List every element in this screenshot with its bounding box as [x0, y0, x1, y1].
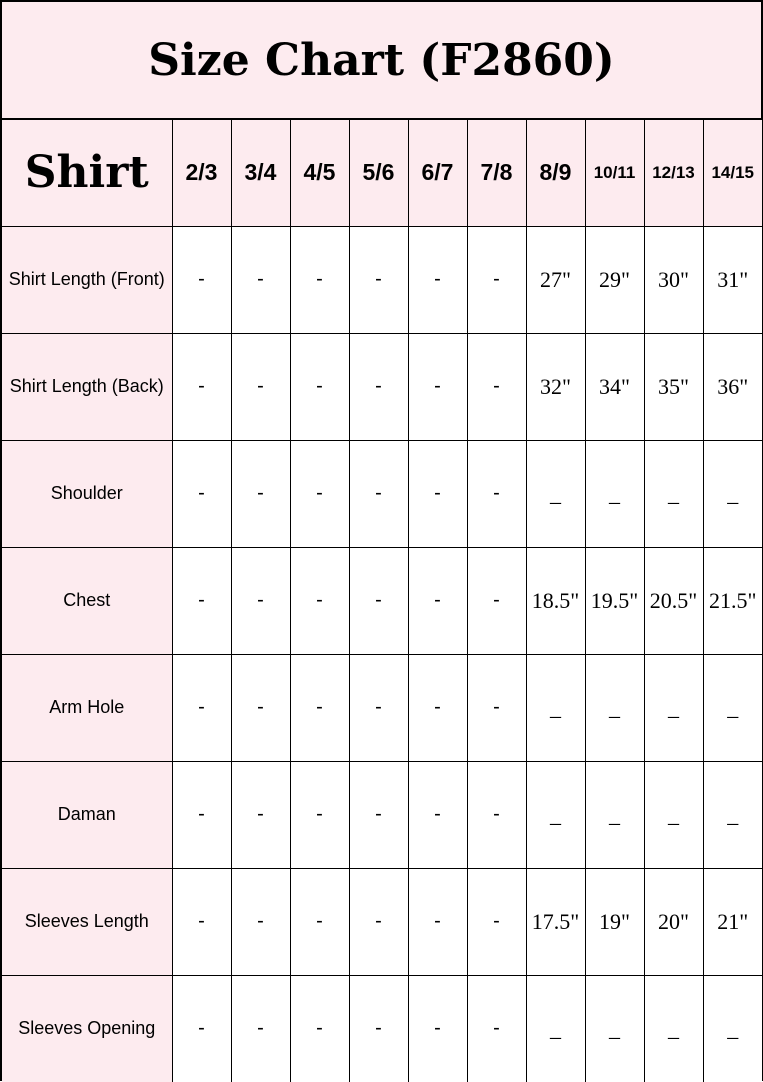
measurement-value: 27" [526, 226, 585, 333]
measurement-value: 30" [644, 226, 703, 333]
measurement-value: - [467, 226, 526, 333]
measurement-value: _ [703, 761, 762, 868]
measurement-value: - [231, 226, 290, 333]
measurement-row [2, 333, 762, 440]
header-row [2, 120, 762, 226]
measurement-value: 34" [585, 333, 644, 440]
measurement-value: 20" [644, 868, 703, 975]
measurement-row [2, 975, 762, 1082]
measurement-value: - [231, 547, 290, 654]
size-table [2, 120, 762, 1082]
size-header: 14/15 [703, 120, 762, 226]
measurement-row [2, 654, 762, 761]
measurement-value: 21" [703, 868, 762, 975]
measurement-value: - [231, 868, 290, 975]
measurement-value: _ [703, 975, 762, 1082]
measurement-value: - [231, 975, 290, 1082]
measurement-value: 20.5" [644, 547, 703, 654]
measurement-value: - [408, 761, 467, 868]
size-header: 8/9 [526, 120, 585, 226]
measurement-value: 36" [703, 333, 762, 440]
measurement-value: - [467, 440, 526, 547]
garment-label: Shirt [2, 120, 172, 226]
measurement-value: _ [526, 654, 585, 761]
size-header: 5/6 [349, 120, 408, 226]
measurement-value: - [290, 226, 349, 333]
measurement-label: Shirt Length (Back) [2, 333, 172, 440]
measurement-value: - [231, 654, 290, 761]
measurement-value: - [172, 761, 231, 868]
size-header: 2/3 [172, 120, 231, 226]
measurement-value: - [172, 654, 231, 761]
size-header: 12/13 [644, 120, 703, 226]
measurement-label: Chest [2, 547, 172, 654]
measurement-value: _ [644, 975, 703, 1082]
measurement-value: - [408, 440, 467, 547]
measurement-value: - [467, 868, 526, 975]
measurement-label: Sleeves Length [2, 868, 172, 975]
measurement-row [2, 868, 762, 975]
chart-title: Size Chart (F2860) [2, 2, 761, 120]
measurement-value: 17.5" [526, 868, 585, 975]
measurement-row [2, 547, 762, 654]
measurement-value: _ [585, 975, 644, 1082]
measurement-value: - [467, 975, 526, 1082]
measurement-label: Daman [2, 761, 172, 868]
measurement-value: - [172, 975, 231, 1082]
measurement-value: - [349, 440, 408, 547]
measurement-value: 19.5" [585, 547, 644, 654]
measurement-value: - [349, 761, 408, 868]
measurement-row [2, 226, 762, 333]
size-header: 6/7 [408, 120, 467, 226]
size-header: 10/11 [585, 120, 644, 226]
measurement-value: 31" [703, 226, 762, 333]
measurement-value: - [467, 654, 526, 761]
measurement-value: - [408, 868, 467, 975]
measurement-value: - [408, 975, 467, 1082]
measurement-value: - [349, 654, 408, 761]
measurement-value: - [172, 868, 231, 975]
measurement-value: - [408, 547, 467, 654]
measurement-value: 21.5" [703, 547, 762, 654]
measurement-value: - [467, 547, 526, 654]
measurement-value: - [290, 440, 349, 547]
measurement-value: _ [526, 975, 585, 1082]
measurement-value: - [467, 333, 526, 440]
measurement-value: - [231, 333, 290, 440]
measurement-value: - [349, 868, 408, 975]
measurement-value: - [290, 761, 349, 868]
measurement-value: 29" [585, 226, 644, 333]
measurement-value: _ [526, 761, 585, 868]
measurement-value: _ [526, 440, 585, 547]
measurement-value: _ [644, 654, 703, 761]
measurement-label: Sleeves Opening [2, 975, 172, 1082]
measurement-row [2, 761, 762, 868]
measurement-value: - [231, 440, 290, 547]
size-header: 3/4 [231, 120, 290, 226]
measurement-label: Arm Hole [2, 654, 172, 761]
measurement-value: - [172, 440, 231, 547]
measurement-value: - [349, 226, 408, 333]
measurement-value: 18.5" [526, 547, 585, 654]
measurement-value: - [172, 333, 231, 440]
measurement-value: - [349, 333, 408, 440]
measurement-value: - [172, 547, 231, 654]
measurement-value: - [408, 226, 467, 333]
measurement-value: - [172, 226, 231, 333]
measurement-value: - [290, 547, 349, 654]
measurement-value: - [408, 333, 467, 440]
measurement-value: _ [585, 654, 644, 761]
measurement-value: _ [644, 440, 703, 547]
measurement-value: - [408, 654, 467, 761]
measurement-value: _ [585, 761, 644, 868]
measurement-value: _ [585, 440, 644, 547]
measurement-value: - [349, 547, 408, 654]
measurement-value: - [231, 761, 290, 868]
measurement-value: 32" [526, 333, 585, 440]
measurement-value: - [290, 654, 349, 761]
measurement-row [2, 440, 762, 547]
measurement-value: - [290, 975, 349, 1082]
measurement-value: - [467, 761, 526, 868]
measurement-value: 19" [585, 868, 644, 975]
measurement-value: - [290, 333, 349, 440]
measurement-value: - [290, 868, 349, 975]
measurement-value: _ [703, 440, 762, 547]
measurement-value: - [349, 975, 408, 1082]
measurement-label: Shirt Length (Front) [2, 226, 172, 333]
measurement-value: 35" [644, 333, 703, 440]
measurement-label: Shoulder [2, 440, 172, 547]
measurement-value: _ [644, 761, 703, 868]
size-header: 7/8 [467, 120, 526, 226]
measurement-value: _ [703, 654, 762, 761]
size-header: 4/5 [290, 120, 349, 226]
